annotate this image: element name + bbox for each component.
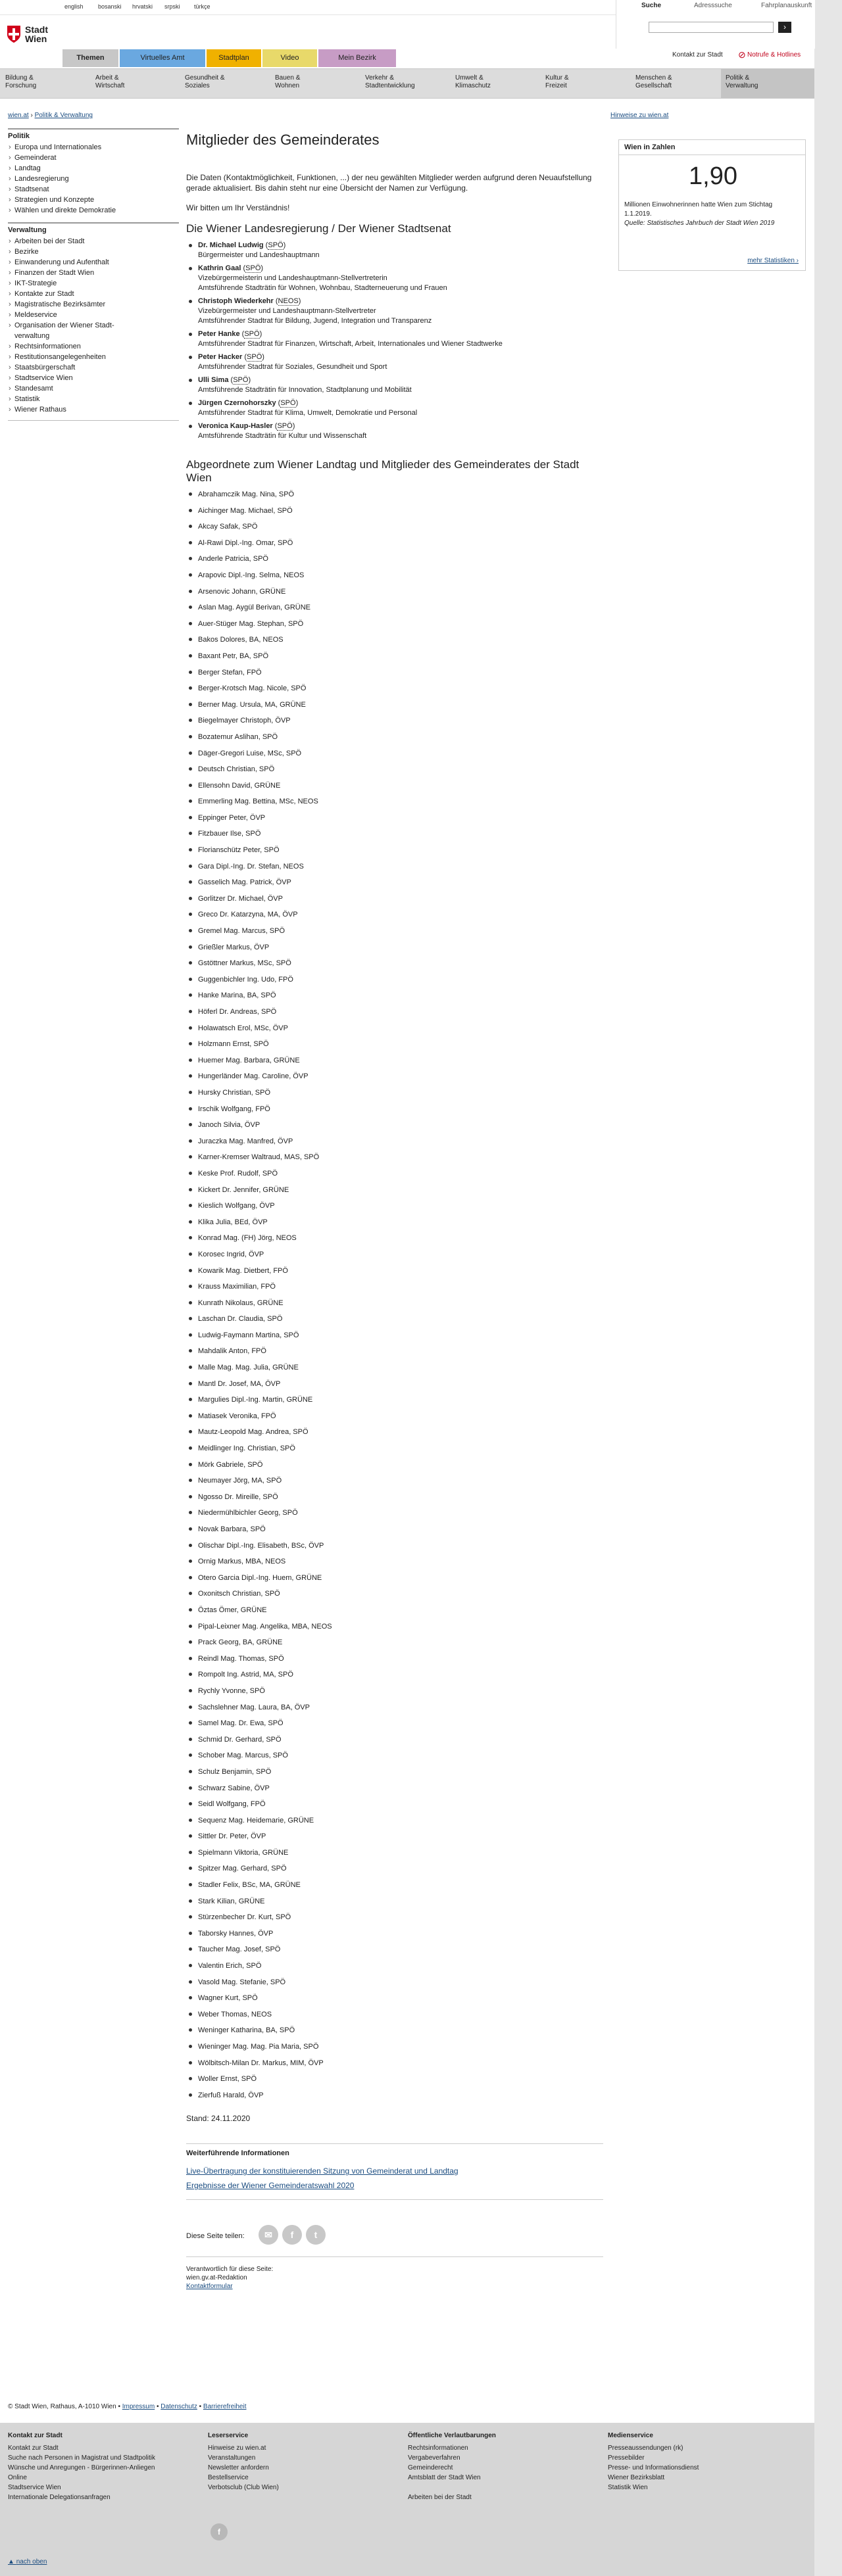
member-item: Malle Mag. Mag. Julia, GRÜNE xyxy=(186,1363,603,1379)
sidebar-item[interactable]: › Einwanderung und Aufenthalt xyxy=(8,257,179,268)
sidebar-item[interactable]: › Kontakte zur Stadt xyxy=(8,289,179,299)
member-item: Mörk Gabriele, SPÖ xyxy=(186,1460,603,1477)
member-item: Woller Ernst, SPÖ xyxy=(186,2074,603,2091)
member-item: Seidl Wolfgang, FPÖ xyxy=(186,1800,603,1816)
member-item: Däger-Gregori Luise, MSc, SPÖ xyxy=(186,749,603,765)
impressum-link[interactable]: Impressum xyxy=(122,2403,155,2410)
intro-text: Die Daten (Kontaktmöglichkeit, Funktionen, ...) der neu gewählten Mitglieder werden aufgrund deren Neuaufstellung gerade aktualisiert. Bis dahin steht nur eine Übersicht der Namen zur Verfügung. xyxy=(186,173,592,193)
party-abbreviation[interactable]: SPÖ xyxy=(244,330,260,338)
logo-text: Stadt Wien xyxy=(25,24,48,44)
member-item: Spielmann Viktoria, GRÜNE xyxy=(186,1848,603,1865)
member-item: Höferl Dr. Andreas, SPÖ xyxy=(186,1007,603,1024)
footer-link[interactable]: Pressebilder xyxy=(608,2454,645,2462)
sidebar-item[interactable]: › Gemeinderat xyxy=(8,153,179,163)
sidebar-divider xyxy=(8,128,179,130)
share-label: Diese Seite teilen: xyxy=(186,2232,245,2241)
member-item: Schmid Dr. Gerhard, SPÖ xyxy=(186,1735,603,1752)
member-item: Holzmann Ernst, SPÖ xyxy=(186,1039,603,1056)
footer-column-media xyxy=(608,2432,766,2493)
responsible-label: Verantwortlich für diese Seite: xyxy=(186,2266,274,2274)
member-item: Novak Barbara, SPÖ xyxy=(186,1525,603,1541)
member-item: Holawatsch Erol, MSc, ÖVP xyxy=(186,1024,603,1040)
paren: ) xyxy=(248,376,251,384)
member-item: Sequenz Mag. Heidemarie, GRÜNE xyxy=(186,1816,603,1832)
paren: ( xyxy=(242,353,247,361)
language-bar xyxy=(0,0,616,15)
government-member-name: Peter Hacker xyxy=(198,353,243,361)
member-item: Bakos Dolores, BA, NEOS xyxy=(186,635,603,652)
member-item: Baxant Petr, BA, SPÖ xyxy=(186,652,603,668)
member-item: Sittler Dr. Peter, ÖVP xyxy=(186,1832,603,1848)
page-title: Mitglieder des Gemeinderates xyxy=(186,131,380,148)
member-item: Keske Prof. Rudolf, SPÖ xyxy=(186,1169,603,1185)
sidebar-item[interactable]: › Strategien und Konzepte xyxy=(8,195,179,205)
member-item: Al-Rawi Dipl.-Ing. Omar, SPÖ xyxy=(186,538,603,555)
member-item: Klika Julia, BEd, ÖVP xyxy=(186,1218,603,1234)
member-item: Fitzbauer Ilse, SPÖ xyxy=(186,829,603,846)
member-item: Valentin Erich, SPÖ xyxy=(186,1961,603,1978)
member-item: Krauss Maximilian, FPÖ xyxy=(186,1282,603,1299)
government-member xyxy=(186,421,603,441)
breadcrumb-home[interactable]: wien.at xyxy=(8,112,29,119)
member-item: Rompolt Ing. Astrid, MA, SPÖ xyxy=(186,1670,603,1686)
stat-description: Millionen Einwohnerinnen hatte Wien zum Stichtag 1.1.2019. xyxy=(624,201,773,218)
lang-turkce[interactable]: türkçe xyxy=(194,3,210,10)
nav-bauen[interactable]: Bauen & Wohnen xyxy=(275,74,301,89)
member-item: Florianschütz Peter, SPÖ xyxy=(186,846,603,862)
stand-date: Stand: 24.11.2020 xyxy=(186,2114,251,2124)
share-twitter-icon[interactable]: t xyxy=(306,2225,326,2245)
footer-link[interactable]: Statistik Wien xyxy=(608,2484,648,2491)
government-heading: Die Wiener Landesregierung / Der Wiener Stadtsenat xyxy=(186,222,451,235)
member-item: Deutsch Christian, SPÖ xyxy=(186,765,603,781)
paren: ) xyxy=(259,330,262,338)
sidebar-item[interactable]: › Wählen und direkte Demokratie xyxy=(8,205,179,216)
footer-link[interactable]: Internationale Delegationsanfragen xyxy=(8,2494,111,2501)
sidebar-verwaltung-heading[interactable]: Verwaltung xyxy=(8,226,47,234)
more-statistics-label: mehr Statistiken xyxy=(747,257,795,264)
member-item: Huemer Mag. Barbara, GRÜNE xyxy=(186,1056,603,1072)
footer-link[interactable]: Veranstaltungen xyxy=(208,2454,256,2462)
member-item: Gstöttner Markus, MSc, SPÖ xyxy=(186,959,603,975)
government-member-name: Ulli Sima xyxy=(198,376,229,384)
nav-gesundheit[interactable]: Gesundheit & Soziales xyxy=(185,74,225,89)
member-item: Ornig Markus, MBA, NEOS xyxy=(186,1557,603,1573)
member-item: Gremel Mag. Marcus, SPÖ xyxy=(186,926,603,943)
nav-politik[interactable]: Politik & Verwaltung xyxy=(726,74,758,89)
member-item: Gorlitzer Dr. Michael, ÖVP xyxy=(186,894,603,911)
stat-source: Quelle: Statistisches Jahrbuch der Stadt Wien 2019 xyxy=(624,220,775,227)
footer-link[interactable]: Stadtservice Wien xyxy=(8,2484,61,2491)
paren: ) xyxy=(298,297,301,305)
government-member xyxy=(186,329,603,349)
member-item: Kickert Dr. Jennifer, GRÜNE xyxy=(186,1185,603,1202)
emergency-link[interactable]: Notrufe & Hotlines xyxy=(747,51,801,59)
party-abbreviation[interactable]: SPÖ xyxy=(280,399,296,407)
member-item: Taucher Mag. Josef, SPÖ xyxy=(186,1945,603,1961)
paren: ( xyxy=(276,399,281,407)
member-item: Margulies Dipl.-Ing. Martin, GRÜNE xyxy=(186,1395,603,1412)
member-item: Hanke Marina, BA, SPÖ xyxy=(186,991,603,1007)
sidebar-item[interactable]: › Stadtservice Wien xyxy=(8,373,179,383)
tab-virtuelles-amt[interactable]: Virtuelles Amt xyxy=(120,49,205,67)
member-item: Mautz-Leopold Mag. Andrea, SPÖ xyxy=(186,1427,603,1444)
member-item: Schober Mag. Marcus, SPÖ xyxy=(186,1751,603,1767)
member-item: Otero Garcia Dipl.-Ing. Huem, GRÜNE xyxy=(186,1573,603,1590)
member-item: Zierfuß Harald, ÖVP xyxy=(186,2091,603,2107)
member-item: Spitzer Mag. Gerhard, SPÖ xyxy=(186,1864,603,1880)
breadcrumb-separator: › xyxy=(30,112,35,119)
further-info xyxy=(186,2143,603,2200)
search-tab-adresssuche[interactable]: Adresssuche xyxy=(694,2,732,9)
government-member-role: Amtsführender Stadtrat für Klima, Umwelt, Demokratie und Personal xyxy=(198,409,418,417)
member-item: Ngosso Dr. Mireille, SPÖ xyxy=(186,1492,603,1509)
government-member-role: Amtsführende Stadträtin für Wohnen, Wohnbau, Stadterneuerung und Frauen xyxy=(198,284,447,292)
paren: ( xyxy=(228,376,234,384)
member-item: Eppinger Peter, ÖVP xyxy=(186,813,603,830)
share-email-icon[interactable]: ✉ xyxy=(259,2225,278,2245)
government-member xyxy=(186,264,603,293)
member-item: Auer-Stüger Mag. Stephan, SPÖ xyxy=(186,619,603,636)
footer-link[interactable]: Presse- und Informationsdienst xyxy=(608,2464,699,2471)
footer-column-reader xyxy=(208,2432,366,2493)
member-item: Stark Kilian, GRÜNE xyxy=(186,1897,603,1913)
breadcrumb xyxy=(8,112,93,119)
member-item: Mantl Dr. Josef, MA, ÖVP xyxy=(186,1379,603,1396)
footer-link[interactable]: Wünsche und Anregungen - Bürgerinnen-Anliegen Online xyxy=(8,2464,155,2481)
member-item: Anderle Patricia, SPÖ xyxy=(186,554,603,571)
search-button[interactable]: › xyxy=(778,22,791,33)
footer-link[interactable] xyxy=(408,2483,566,2493)
government-member-role: Bürgermeister und Landeshauptmann xyxy=(198,251,320,259)
paren: ) xyxy=(260,264,264,272)
member-item: Pipal-Leixner Mag. Angelika, MBA, NEOS xyxy=(186,1622,603,1638)
member-item: Arsenovic Johann, GRÜNE xyxy=(186,587,603,604)
footer-link[interactable]: Presseaussendungen (rk) xyxy=(608,2445,683,2452)
government-member-name: Kathrin Gaal xyxy=(198,264,241,272)
member-item: Laschan Dr. Claudia, SPÖ xyxy=(186,1314,603,1331)
nav-kultur[interactable]: Kultur & Freizeit xyxy=(545,74,569,89)
member-item: Ellensohn David, GRÜNE xyxy=(186,781,603,798)
footer-link[interactable]: Suche nach Personen in Magistrat und Stadtpolitik xyxy=(8,2454,156,2462)
paren: ) xyxy=(292,422,295,430)
sidebar-item[interactable]: › Staatsbürgerschaft xyxy=(8,362,179,373)
member-item: Greco Dr. Katarzyna, MA, ÖVP xyxy=(186,910,603,926)
member-item: Aslan Mag. Aygül Berivan, GRÜNE xyxy=(186,603,603,619)
lang-hrvatski[interactable]: hrvatski xyxy=(132,3,153,10)
nav-umwelt[interactable]: Umwelt & Klimaschutz xyxy=(455,74,491,89)
member-item: Gasselich Mag. Patrick, ÖVP xyxy=(186,878,603,894)
copyright-text: © Stadt Wien, Rathaus, A-1010 Wien • xyxy=(8,2403,120,2410)
footer-column-heading: Leserservice xyxy=(208,2432,249,2439)
paren: ( xyxy=(272,422,278,430)
contact-city-link[interactable]: Kontakt zur Stadt xyxy=(672,51,723,59)
footer-link[interactable]: Rechtsinformationen xyxy=(408,2445,468,2452)
member-item: Reindl Mag. Thomas, SPÖ xyxy=(186,1654,603,1671)
sidebar-item[interactable]: › IKT-Strategie xyxy=(8,278,179,289)
further-info-heading: Weiterführende Informationen xyxy=(186,2149,289,2158)
more-statistics-link[interactable]: mehr Statistiken › xyxy=(747,257,799,264)
member-item: Grießler Markus, ÖVP xyxy=(186,943,603,959)
government-member xyxy=(186,398,603,418)
stat-box-heading: Wien in Zahlen xyxy=(619,140,805,155)
paren: ( xyxy=(273,297,278,305)
back-to-top-link[interactable]: ▲ nach oben xyxy=(8,2558,47,2565)
sidebar-item[interactable]: › Statistik xyxy=(8,394,179,404)
copyright: © Stadt Wien, Rathaus, A-1010 Wien • Impressum • Datenschutz • Barrierefreiheit xyxy=(8,2403,247,2410)
member-item: Wölbitsch-Milan Dr. Markus, MIM, ÖVP xyxy=(186,2059,603,2075)
member-item: Taborsky Hannes, ÖVP xyxy=(186,1929,603,1945)
government-member-role: Vizebürgermeisterin und Landeshauptmann-Stellvertreterin xyxy=(198,274,387,282)
member-item: Guggenbichler Ing. Udo, FPÖ xyxy=(186,975,603,991)
tab-stadtplan[interactable]: Stadtplan xyxy=(207,49,261,67)
member-item: Kunrath Nikolaus, GRÜNE xyxy=(186,1299,603,1315)
sidebar-item[interactable]: › Standesamt xyxy=(8,383,179,394)
government-member xyxy=(186,375,603,395)
members-list xyxy=(186,490,603,2107)
member-item: Hursky Christian, SPÖ xyxy=(186,1088,603,1105)
sidebar-item[interactable]: › Meldeservice xyxy=(8,310,179,320)
sidebar-item[interactable]: › Magistratische Bezirksämter xyxy=(8,299,179,310)
member-item: Janoch Silvia, ÖVP xyxy=(186,1120,603,1137)
sidebar-item[interactable]: › Bezirke xyxy=(8,247,179,257)
sidebar-item[interactable]: › Organisation der Wiener Stadt- verwaltung xyxy=(8,320,179,341)
footer-column-contact xyxy=(8,2432,166,2502)
footer-link[interactable]: Verbotsclub (Club Wien) xyxy=(208,2484,279,2491)
government-member xyxy=(186,241,603,260)
government-member xyxy=(186,297,603,326)
government-member-role: Amtsführender Stadtrat für Finanzen, Wirtschaft, Arbeit, Internationales und Wiener Stadtwerke xyxy=(198,340,503,348)
member-item: Bozatemur Aslihan, SPÖ xyxy=(186,732,603,749)
footer-link[interactable]: Wiener Bezirksblatt xyxy=(608,2474,665,2481)
paren: ( xyxy=(239,330,245,338)
member-item: Rychly Yvonne, SPÖ xyxy=(186,1686,603,1703)
barrierefreiheit-link[interactable]: Barrierefreiheit xyxy=(203,2403,247,2410)
search-input[interactable] xyxy=(649,22,774,33)
party-abbreviation[interactable]: SPÖ xyxy=(277,422,293,430)
search-tab-suche[interactable]: Suche xyxy=(641,2,662,9)
member-item: Mahdalik Anton, FPÖ xyxy=(186,1347,603,1363)
footer-link[interactable]: Gemeinderecht xyxy=(408,2464,453,2471)
member-item: Emmerling Mag. Bettina, MSc, NEOS xyxy=(186,797,603,813)
member-item: Juraczka Mag. Manfred, ÖVP xyxy=(186,1137,603,1153)
footer xyxy=(0,2423,814,2576)
footer-column-heading: Medienservice xyxy=(608,2432,653,2439)
government-member-role: Amtsführende Stadträtin für Kultur und Wissenschaft xyxy=(198,432,367,440)
tab-mein-bezirk[interactable]: Mein Bezirk xyxy=(318,49,396,67)
government-member-name: Veronica Kaup-Hasler xyxy=(198,422,273,430)
paren: ) xyxy=(295,399,299,407)
government-member-role: Amtsführender Stadtrat für Soziales, Gesundheit und Sport xyxy=(198,363,387,371)
tab-video[interactable]: Video xyxy=(262,49,317,67)
member-item: Stürzenbecher Dr. Kurt, SPÖ xyxy=(186,1913,603,1929)
member-item: Matiasek Veronika, FPÖ xyxy=(186,1412,603,1428)
government-member-role: Amtsführender Stadtrat für Bildung, Jugend, Integration und Transparenz xyxy=(198,317,432,325)
sidebar-item[interactable]: › Landesregierung xyxy=(8,174,179,184)
sidebar-item[interactable]: › Wiener Rathaus xyxy=(8,404,179,415)
responsible-org: wien.gv.at-Redaktion xyxy=(186,2274,247,2282)
government-member-role: Vizebürgermeister und Landeshauptmann-Stellvertreter xyxy=(198,307,376,315)
sidebar-divider xyxy=(8,420,179,421)
stat-value: 1,90 xyxy=(689,162,737,190)
member-item: Konrad Mag. (FH) Jörg, NEOS xyxy=(186,1233,603,1250)
member-item: Berger Stefan, FPÖ xyxy=(186,668,603,684)
member-item: Kowarik Mag. Dietbert, FPÖ xyxy=(186,1266,603,1283)
footer-link[interactable]: Hinweise zu wien.at xyxy=(208,2445,266,2452)
facebook-icon[interactable]: f xyxy=(210,2523,228,2540)
paren: ) xyxy=(283,241,286,249)
main-navigation xyxy=(0,68,814,99)
government-member-name: Christoph Wiederkehr xyxy=(198,297,274,305)
sidebar-item[interactable]: › Restitutionsangelegenheiten xyxy=(8,352,179,362)
member-item: Prack Georg, BA, GRÜNE xyxy=(186,1638,603,1654)
wien-shield-icon xyxy=(7,25,21,43)
party-abbreviation[interactable]: SPÖ xyxy=(233,376,249,384)
member-item: Weber Thomas, NEOS xyxy=(186,2010,603,2026)
breadcrumb-politik[interactable]: Politik & Verwaltung xyxy=(34,112,93,119)
member-item: Schulz Benjamin, SPÖ xyxy=(186,1767,603,1784)
member-item: Öztas Ömer, GRÜNE xyxy=(186,1606,603,1622)
member-item: Olischar Dipl.-Ing. Elisabeth, BSc, ÖVP xyxy=(186,1541,603,1558)
stadt-wien-logo[interactable] xyxy=(7,25,66,49)
footer-link[interactable]: Bestellservice xyxy=(208,2474,249,2481)
share-bar xyxy=(186,2216,603,2257)
party-abbreviation[interactable]: SPÖ xyxy=(245,264,261,272)
member-item: Stadler Felix, BSc, MA, GRÜNE xyxy=(186,1880,603,1897)
main-content xyxy=(186,125,603,2291)
government-member-role: Amtsführende Stadträtin für Innovation, Stadtplanung und Mobilität xyxy=(198,386,412,394)
member-item: Sachslehner Mag. Laura, BA, ÖVP xyxy=(186,1703,603,1719)
lang-english[interactable]: english xyxy=(64,3,84,10)
sidebar-item[interactable]: › Finanzen der Stadt Wien xyxy=(8,268,179,278)
sidebar-politik-heading[interactable]: Politik xyxy=(8,132,30,140)
member-item: Wieninger Mag. Mag. Pia Maria, SPÖ xyxy=(186,2042,603,2059)
member-item: Irschik Wolfgang, FPÖ xyxy=(186,1105,603,1121)
footer-link[interactable]: Vergabeverfahren xyxy=(408,2454,460,2462)
search-tab-fahrplan[interactable]: Fahrplanauskunft xyxy=(761,2,812,9)
member-item: Weninger Katharina, BA, SPÖ xyxy=(186,2026,603,2042)
further-link-results[interactable]: Ergebnisse der Wiener Gemeinderatswahl 2020 xyxy=(186,2181,355,2191)
responsible-info xyxy=(186,2265,603,2291)
party-abbreviation[interactable]: NEOS xyxy=(278,297,299,305)
contact-form-link[interactable]: Kontaktformular xyxy=(186,2283,233,2291)
member-item: Aichinger Mag. Michael, SPÖ xyxy=(186,506,603,523)
paren: ) xyxy=(262,353,264,361)
government-member-name: Peter Hanke xyxy=(198,330,240,338)
member-item: Korosec Ingrid, ÖVP xyxy=(186,1250,603,1266)
members-heading: Abgeordnete zum Wiener Landtag und Mitglieder des Gemeinderates der Stadt Wien xyxy=(186,458,580,484)
member-item: Karner-Kremser Waltraud, MAS, SPÖ xyxy=(186,1153,603,1169)
stat-text xyxy=(624,201,795,228)
member-item: Neumayer Jörg, MA, SPÖ xyxy=(186,1476,603,1492)
member-item: Berner Mag. Ursula, MA, GRÜNE xyxy=(186,700,603,717)
footer-link[interactable]: Amtsblatt der Stadt Wien xyxy=(408,2474,481,2481)
sidebar-item[interactable]: › Landtag xyxy=(8,163,179,174)
hints-link[interactable]: Hinweise zu wien.at xyxy=(610,112,669,119)
back-to-top-label: nach oben xyxy=(16,2558,47,2565)
sidebar-item[interactable]: › Arbeiten bei der Stadt xyxy=(8,236,179,247)
member-item: Oxonitsch Christian, SPÖ xyxy=(186,1589,603,1606)
government-member-name: Dr. Michael Ludwig xyxy=(198,241,264,249)
member-item: Arapovic Dipl.-Ing. Selma, NEOS xyxy=(186,571,603,587)
member-item: Abrahamczik Mag. Nina, SPÖ xyxy=(186,490,603,506)
emergency-icon: ⊘ xyxy=(738,49,746,60)
sidebar-item[interactable]: › Stadtsenat xyxy=(8,184,179,195)
government-member-name: Jürgen Czernohorszky xyxy=(198,399,276,407)
stat-box xyxy=(618,139,806,271)
member-item: Schwarz Sabine, ÖVP xyxy=(186,1784,603,1800)
further-link-live[interactable]: Live-Übertragung der konstituierenden Sitzung von Gemeinderat und Landtag xyxy=(186,2166,458,2176)
member-item: Meidlinger Ing. Christian, SPÖ xyxy=(186,1444,603,1460)
government-list xyxy=(186,241,603,441)
member-item: Gara Dipl.-Ing. Dr. Stefan, NEOS xyxy=(186,862,603,878)
footer-link[interactable]: Arbeiten bei der Stadt xyxy=(408,2494,472,2501)
datenschutz-link[interactable]: Datenschutz xyxy=(161,2403,197,2410)
nav-bildung[interactable]: Bildung & Forschung xyxy=(5,74,37,89)
member-item: Akcay Safak, SPÖ xyxy=(186,522,603,538)
member-item: Samel Mag. Dr. Ewa, SPÖ xyxy=(186,1719,603,1735)
footer-column-heading: Kontakt zur Stadt xyxy=(8,2432,62,2439)
nav-verkehr[interactable]: Verkehr & Stadtentwicklung xyxy=(365,74,415,89)
member-item: Ludwig-Faymann Martina, SPÖ xyxy=(186,1331,603,1347)
share-facebook-icon[interactable]: f xyxy=(282,2225,302,2245)
sidebar-item[interactable]: › Europa und Internationales xyxy=(8,142,179,153)
party-abbreviation[interactable]: SPÖ xyxy=(247,353,262,361)
lang-srpski[interactable]: srpski xyxy=(164,3,180,10)
lang-bosanski[interactable]: bosanski xyxy=(98,3,122,10)
nav-arbeit[interactable]: Arbeit & Wirtschaft xyxy=(95,74,125,89)
government-member xyxy=(186,352,603,372)
party-abbreviation[interactable]: SPÖ xyxy=(268,241,284,249)
member-item: Hungerländer Mag. Caroline, ÖVP xyxy=(186,1072,603,1088)
member-item: Kieslich Wolfgang, ÖVP xyxy=(186,1201,603,1218)
member-item: Niedermühlbichler Georg, SPÖ xyxy=(186,1508,603,1525)
paren: ( xyxy=(263,241,268,249)
paren: ( xyxy=(241,264,246,272)
intro-apology: Wir bitten um Ihr Verständnis! xyxy=(186,203,290,212)
footer-column-heading: Öffentliche Verlautbarungen xyxy=(408,2432,496,2439)
footer-column-public xyxy=(408,2432,566,2502)
tab-themen[interactable]: Themen xyxy=(62,49,118,67)
sidebar-item[interactable]: › Rechtsinformationen xyxy=(8,341,179,352)
footer-link[interactable]: Newsletter anfordern xyxy=(208,2464,269,2471)
sidebar-divider xyxy=(8,222,179,224)
member-item: Biegelmayer Christoph, ÖVP xyxy=(186,716,603,732)
member-item: Wagner Kurt, SPÖ xyxy=(186,1993,603,2010)
member-item: Vasold Mag. Stefanie, SPÖ xyxy=(186,1978,603,1994)
member-item: Berger-Krotsch Mag. Nicole, SPÖ xyxy=(186,684,603,700)
sidebar xyxy=(8,128,179,423)
nav-menschen[interactable]: Menschen & Gesellschaft xyxy=(635,74,672,89)
footer-link[interactable]: Kontakt zur Stadt xyxy=(8,2445,59,2452)
